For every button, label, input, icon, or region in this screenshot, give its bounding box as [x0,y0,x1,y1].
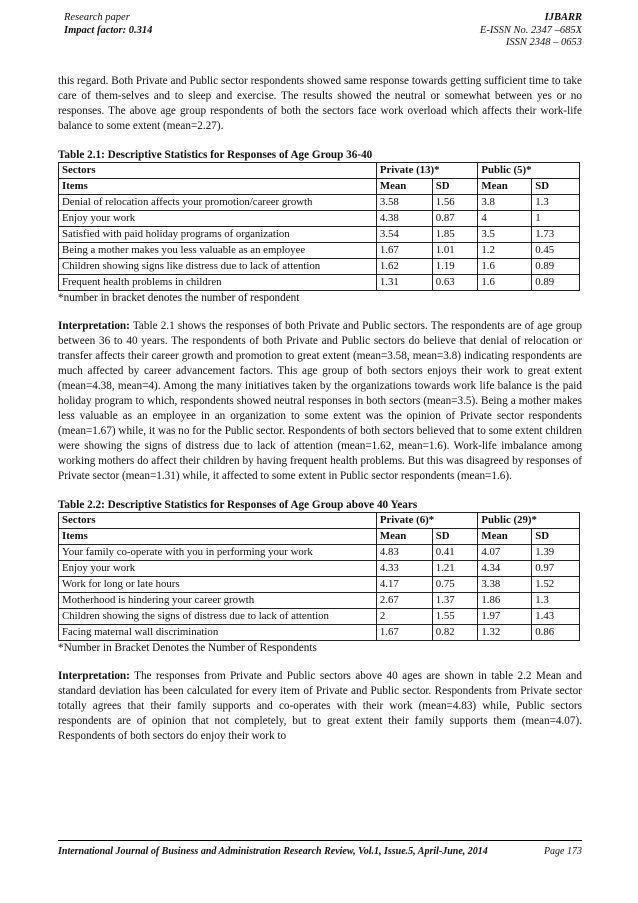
footer-rule [58,840,582,841]
table1-private-sd: 0.63 [432,275,478,291]
table2-caption: Table 2.2: Descriptive Statistics for Responses of Age Group above 40 Years [58,499,418,511]
table2-public-mean: 1.86 [478,593,532,609]
footer-page-number: Page 173 [543,846,582,857]
page-footer [58,846,582,857]
header-eissn: E-ISSN No. 2347 –685X [479,24,582,36]
table2-item: Work for long or late hours [59,577,377,593]
table2-private-sd: 1.55 [432,609,478,625]
header-left [64,12,152,37]
table-row [59,227,580,243]
table2-public-sd: 0.97 [532,561,580,577]
header-research-paper: Research paper [64,12,130,23]
table1-item: Denial of relocation affects your promotion/career growth [59,195,377,211]
table2-item: Motherhood is hindering your career growth [59,593,377,609]
table1-public-header: Public (5)* [478,163,580,179]
table2-public-sd-header: SD [532,529,580,545]
table1-public-sd: 0.89 [532,275,580,291]
table1-private-mean: 3.58 [376,195,432,211]
table2-public-mean: 3.38 [478,577,532,593]
table1-private-header: Private (13)* [376,163,478,179]
header-issn: ISSN 2348 – 0653 [505,37,582,48]
table2-public-header: Public (29)* [478,513,580,529]
table2-private-mean: 4.83 [376,545,432,561]
table1-private-mean: 1.31 [376,275,432,291]
table-row [59,275,580,291]
table1-private-sd: 0.87 [432,211,478,227]
table1-public-sd: 0.89 [532,259,580,275]
table2-private-sd: 0.41 [432,545,478,561]
interpretation-2-label: Interpretation: [58,670,130,682]
body-content [58,74,582,744]
table2-private-mean: 2 [376,609,432,625]
interpretation-1 [58,319,582,484]
table2-private-mean: 4.17 [376,577,432,593]
interpretation-1-label: Interpretation: [58,320,130,332]
table1 [58,162,580,291]
table1-private-sd-header: SD [432,179,478,195]
table2-private-header: Private (6)* [376,513,478,529]
table1-public-sd: 0.45 [532,243,580,259]
table1-public-mean: 4 [478,211,532,227]
table-row [59,577,580,593]
page-header [58,12,582,76]
table2-public-mean: 4.07 [478,545,532,561]
interpretation-2 [58,669,582,744]
table1-public-sd: 1.3 [532,195,580,211]
table2-private-mean: 1.67 [376,625,432,641]
table1-item: Enjoy your work [59,211,377,227]
header-impact-factor: Impact factor: 0.314 [64,24,153,36]
table2 [58,512,580,641]
table1-public-mean: 3.5 [478,227,532,243]
table1-caption: Table 2.1: Descriptive Statistics for Responses of Age Group 36-40 [58,149,373,161]
table1-public-mean: 1.6 [478,275,532,291]
table2-private-sd: 1.37 [432,593,478,609]
table1-items-header: Items [59,179,377,195]
table1-private-mean: 1.62 [376,259,432,275]
interpretation-2-text: The responses from Private and Public sectors above 40 ages are shown in table 2.2 Mean and standard deviation has been calculated for every item of Private and Public sector. Respondents from Private sector totally agrees that their family supports and co-operates with their work (mean=4.83) while, Public sectors respondents are of opinion that not completely, but to great extent their family supports them (mean=4.07). Respondents of both sectors do enjoy their work to [58,670,582,742]
table2-item: Your family co-operate with you in performing your work [59,545,377,561]
table2-private-sd-header: SD [432,529,478,545]
table1-private-mean: 1.67 [376,243,432,259]
table1-public-mean-header: Mean [478,179,532,195]
table-row [59,211,580,227]
table-row [59,609,580,625]
table1-public-sd: 1.73 [532,227,580,243]
table1-private-sd: 1.19 [432,259,478,275]
table1-public-mean: 1.2 [478,243,532,259]
table-row [59,593,580,609]
table2-public-sd: 1.39 [532,545,580,561]
table2-public-sd: 1.52 [532,577,580,593]
table2-private-mean: 4.33 [376,561,432,577]
table1-private-sd: 1.56 [432,195,478,211]
table-row [59,625,580,641]
table2-public-sd: 1.43 [532,609,580,625]
table2-private-mean: 2.67 [376,593,432,609]
table2-item: Enjoy your work [59,561,377,577]
table2-private-sd: 0.82 [432,625,478,641]
table1-item: Children showing signs like distress due to lack of attention [59,259,377,275]
table1-private-sd: 1.85 [432,227,478,243]
footer-journal: International Journal of Business and Administration Research Review, Vol.1, Issue.5, April-June, 2014 [58,846,488,857]
table2-note: *Number in Bracket Denotes the Number of Respondents [58,642,317,654]
table-row [59,243,580,259]
table1-note: *number in bracket denotes the number of respondent [58,292,300,304]
table2-private-sd: 1.21 [432,561,478,577]
table1-item: Being a mother makes you less valuable as an employee [59,243,377,259]
table1-private-mean: 3.54 [376,227,432,243]
table2-public-mean: 1.97 [478,609,532,625]
table2-public-mean: 1.32 [478,625,532,641]
table-row [59,259,580,275]
table2-private-sd: 0.75 [432,577,478,593]
table2-public-mean-header: Mean [478,529,532,545]
table2-public-mean: 4.34 [478,561,532,577]
table1-private-sd: 1.01 [432,243,478,259]
table-row [59,561,580,577]
header-right [480,12,582,50]
table-row [59,545,580,561]
table1-sectors-header: Sectors [59,163,377,179]
table2-sectors-header: Sectors [59,513,377,529]
table2-public-sd: 1.3 [532,593,580,609]
intro-paragraph: this regard. Both Private and Public sector respondents showed same response towards getting sufficient time to take care of them-selves and to sleep and exercise. The results showed the neutral or somewhat between yes or no responses. The above age group respondents of both the sectors face work overload which affects their work-life balance to some extent (mean=2.27). [58,75,582,132]
header-journal-code: IJBARR [544,12,582,23]
table1-public-sd-header: SD [532,179,580,195]
table2-private-mean-header: Mean [376,529,432,545]
table1-public-mean: 3.8 [478,195,532,211]
table-row [59,195,580,211]
table2-item: Children showing the signs of distress due to lack of attention [59,609,377,625]
table1-public-mean: 1.6 [478,259,532,275]
interpretation-1-text: Table 2.1 shows the responses of both Private and Public sectors. The respondents are of age group between 36 to 40 years. The respondents of both Private and Public sectors do believe that denial of relocation or transfer affects their career growth and promotion to great extent (mean=3.58, mean=3.8) indicating respondents are much affected by career advancement factors. This age group of both sectors enjoys their work to great extent (mean=4.38, mean=4). Among the many initiatives taken by the organizations towards work life balance is the paid holiday program to which, respondents showed neutral responses in both sectors (mean=3.5). Being a mother makes less valuable as an employee in an organization to some extent was the opinion of Private sector respondents (mean=1.67) while, it was no for the Public sector. Respondents of both sectors believed that to some extent children were showing the signs of distress due to lack of attention (mean=1.62, mean=1.6). Work-life imbalance among working mothers do affect their children by having frequent health problems. But this was disagreed by responses of Private sector (mean=1.31) while, it affected to some extent in Public sector respondents (mean=1.6). [58,320,582,482]
table1-item: Frequent health problems in children [59,275,377,291]
table2-item: Facing maternal wall discrimination [59,625,377,641]
table2-public-sd: 0.86 [532,625,580,641]
table1-private-mean: 4.38 [376,211,432,227]
table1-public-sd: 1 [532,211,580,227]
table1-private-mean-header: Mean [376,179,432,195]
table2-items-header: Items [59,529,377,545]
table1-item: Satisfied with paid holiday programs of organization [59,227,377,243]
